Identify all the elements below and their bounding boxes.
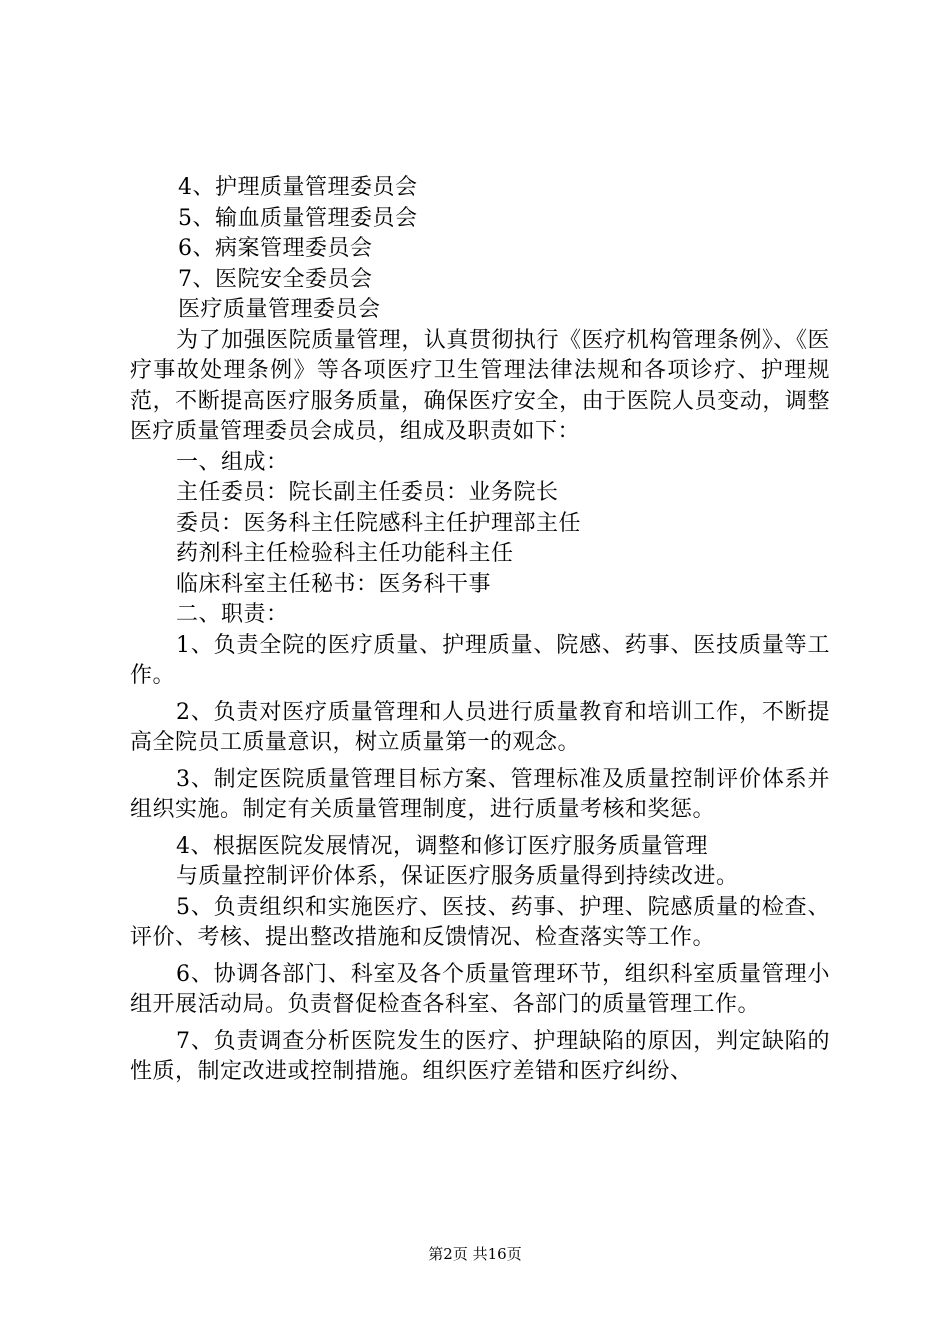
duty-paragraph: 2、负责对医疗质量管理和人员进行质量教育和培训工作，不断提高全院员工质量意识，树立质量第一的观念。	[130, 699, 830, 755]
composition-line: 药剂科主任检验科主任功能科主任	[176, 541, 514, 566]
duty-paragraph: 4、根据医院发展情况，调整和修订医疗服务质量管理	[176, 833, 708, 859]
document-body	[130, 173, 830, 1088]
duty-paragraph-continued: 与质量控制评价体系，保证医疗服务质量得到持续改进。	[176, 864, 739, 889]
duty-paragraph: 3、制定医院质量管理目标方案、管理标准及质量控制评价体系并组织实施。制定有关质量管理制度，进行质量考核和奖惩。	[130, 766, 830, 822]
composition-line: 临床科室主任秘书：医务科干事	[176, 571, 492, 597]
composition-line: 委员：医务科主任院感科主任护理部主任	[176, 510, 582, 536]
duty-paragraph: 7、负责调查分析医院发生的医疗、护理缺陷的原因，判定缺陷的性质，制定改进或控制措施。组织医疗差错和医疗纠纷、	[130, 1028, 830, 1084]
duty-paragraph: 5、负责组织和实施医疗、医技、药事、护理、院感质量的检查、评价、考核、提出整改措施和反馈情况、检查落实等工作。	[130, 894, 830, 950]
page-number-footer: 第2页 共16页	[428, 1245, 522, 1263]
section-title: 医疗质量管理委员会	[178, 297, 381, 322]
list-item: 5、输血质量管理委员会	[178, 205, 418, 231]
intro-paragraph: 为了加强医院质量管理，认真贯彻执行《医疗机构管理条例》、《医疗事故处理条例》等各项医疗卫生管理法律法规和各项诊疗、护理规范，不断提高医疗服务质量，确保医疗安全，由于医院人员变动，调整医疗质量管理委员会成员，组成及职责如下：	[130, 327, 830, 444]
duty-paragraph: 6、协调各部门、科室及各个质量管理环节，组织科室质量管理小组开展活动局。负责督促检查各科室、各部门的质量管理工作。	[130, 961, 830, 1017]
list-item: 6、病案管理委员会	[178, 236, 373, 261]
list-item: 7、医院安全委员会	[178, 266, 373, 292]
duties-heading: 二、职责：	[176, 602, 289, 627]
composition-heading: 一、组成：	[176, 449, 289, 475]
list-item: 4、护理质量管理委员会	[178, 175, 418, 200]
composition-line: 主任委员：院长副主任委员：业务院长	[176, 480, 559, 505]
duty-paragraph: 1、负责全院的医疗质量、护理质量、院感、药事、医技质量等工作。	[130, 632, 830, 688]
